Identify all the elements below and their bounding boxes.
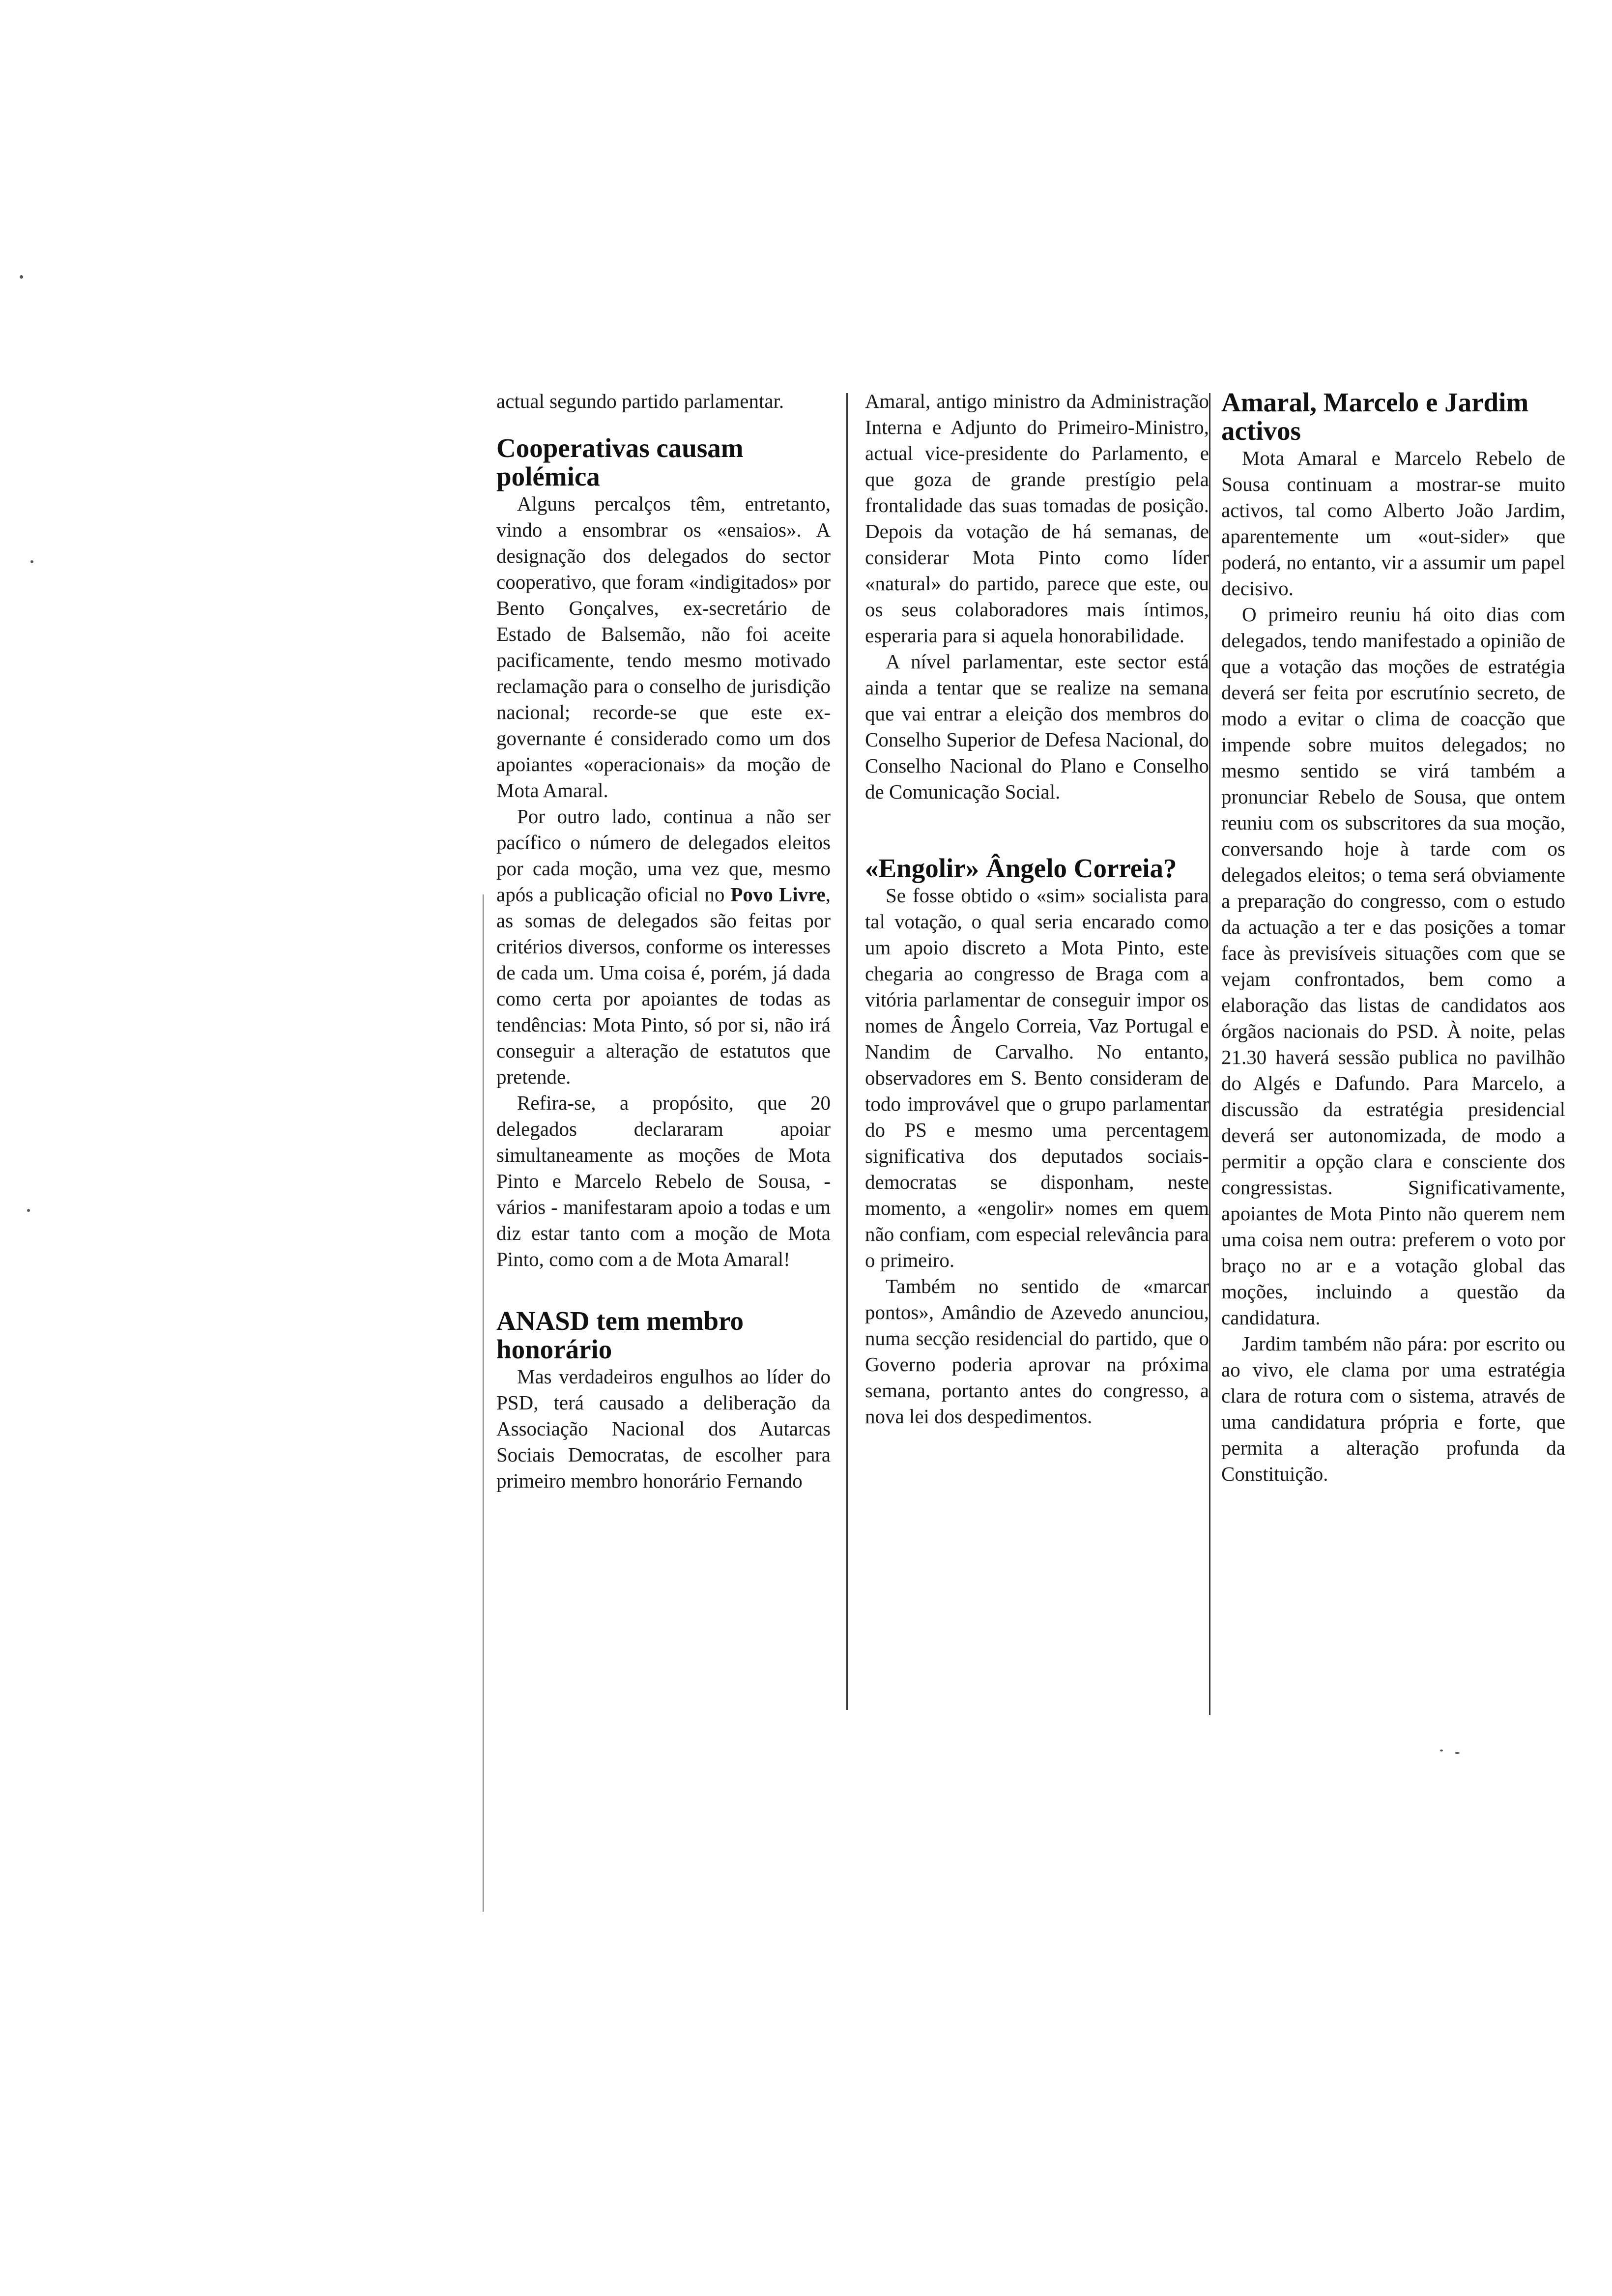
section-heading: Cooperativas causam polémica — [496, 433, 744, 491]
section-heading: «Engolir» Ângelo Correia? — [865, 853, 1177, 883]
column-rule-2 — [1209, 393, 1210, 1715]
scan-speck — [27, 1209, 30, 1212]
article-column-2 — [865, 388, 1209, 1430]
article-column-3 — [1221, 388, 1565, 1487]
paragraph — [496, 804, 831, 1090]
paragraph: Se fosse obtido o «sim» socialista para tal votação, o qual seria encarado como um apoio discreto a Mota Pinto, este chegaria ao congresso de Braga com a vitória parlamentar de conseguir impor os nomes de Ângelo Correia, Vaz Portugal e Nandim de Carvalho. No entanto, observadores em S. Bento consideram de todo improvável que o grupo parlamentar do PS e mesmo uma percentagem significativa dos deputados sociais-democratas se disponham, neste momento, a «engolir» nomes em quem não confiam, com especial relevância para o primeiro. — [865, 884, 1209, 1271]
scan-speck — [1440, 1750, 1443, 1751]
paragraph: Refira-se, a propósito, que 20 delegados declararam apoiar simultaneamente as moções de Mota Pinto e Marcelo Rebelo de Sousa, - vários - manifestaram apoio a todas e um diz estar tanto com a moção de Mota Pinto, como com a de Mota Amaral! — [496, 1091, 831, 1270]
section-heading: ANASD tem membro honorário — [496, 1306, 744, 1364]
publication-name: Povo Livre — [730, 883, 826, 906]
paragraph-text: Por outro lado, continua a não ser pacífico o número de delegados eleitos por cada moção, uma vez que, mesmo após a publicação oficial no — [496, 805, 831, 906]
scan-speck — [1455, 1752, 1460, 1754]
scan-speck — [30, 560, 33, 563]
paragraph: Mas verdadeiros engulhos ao líder do PSD, terá causado a deliberação da Associação Nacional dos Autarcas Sociais Democratas, de escolher para primeiro membro honorário Fernando — [496, 1365, 831, 1492]
paragraph: A nível parlamentar, este sector está ainda a tentar que se realize na semana que vai entrar a eleição dos membros do Conselho Superior de Defesa Nacional, do Conselho Nacional do Plano e Conselho de Comunicação Social. — [865, 650, 1209, 803]
paragraph-text: , as somas de delegados são feitas por critérios diversos, conforme os interesses de cada um. Uma coisa é, porém, já dada como certa por apoiantes de todas as tendências: Mota Pinto, só por si, não irá conseguir a alteração de estatutos que pretende. — [496, 883, 831, 1088]
article-column-1 — [496, 388, 831, 1494]
column-rule-left-margin — [483, 894, 484, 1912]
scan-speck — [20, 275, 23, 279]
section-heading: Amaral, Marcelo e Jardim activos — [1221, 387, 1529, 446]
column-rule-1 — [846, 393, 848, 1710]
paragraph: Alguns percalços têm, entretanto, vindo a ensombrar os «ensaios». A designação dos delegados do sector cooperativo, que foram «indigitados» por Bento Gonçalves, ex-secretário de Estado de Balsemão, não foi aceite pacificamente, tendo mesmo motivado reclamação para o conselho de jurisdição nacional; recorde-se que este ex-governante é considerado como um dos apoiantes «operacionais» da moção de Mota Amaral. — [496, 492, 831, 802]
paragraph: actual segundo partido parlamentar. — [496, 390, 784, 412]
paragraph: Amaral, antigo ministro da Administração Interna e Adjunto do Primeiro-Ministro, actual vice-presidente do Parlamento, e que goza de grande prestígio pela frontalidade das suas tomadas de posição. Depois da votação de há semanas, de considerar Mota Pinto como líder «natural» do partido, parece que este, ou os seus colaboradores mais íntimos, esperaria para si aquela honorabilidade. — [865, 390, 1209, 647]
paragraph: Também no sentido de «marcar pontos», Amândio de Azevedo anunciou, numa secção residencial do partido, que o Governo poderia aprovar na próxima semana, portanto antes do congresso, a nova lei dos despedimentos. — [865, 1275, 1209, 1428]
paragraph: Mota Amaral e Marcelo Rebelo de Sousa continuam a mostrar-se muito activos, tal como Alberto João Jardim, aparentemente um «out-sider» que poderá, no entanto, vir a assumir um papel decisivo. — [1221, 447, 1565, 600]
paragraph: Jardim também não pára: por escrito ou ao vivo, ele clama por uma estratégia clara de rotura com o sistema, através de uma candidatura própria e forte, que permita a alteração profunda da Constituição. — [1221, 1332, 1565, 1485]
paragraph: O primeiro reuniu há oito dias com delegados, tendo manifestado a opinião de que a votação das moções de estratégia deverá ser feita por escrutínio secreto, de modo a evitar o clima de coacção que impende sobre muitos delegados; no mesmo sentido se virá também a pronunciar Rebelo de Sousa, que ontem reuniu com os subscritores da sua moção, conversando hoje à tarde com os delegados eleitos; o tema será obviamente a preparação do congresso, com o estudo da actuação a ter e das posições a tomar face às previsíveis situações com que se vejam confrontados, bem como a elaboração das listas de candidatos aos órgãos nacionais do PSD. À noite, pelas 21.30 haverá sessão publica no pavilhão do Algés e Dafundo. Para Marcelo, a discussão da estratégia presidencial deverá ser autonomizada, de modo a permitir a opção clara e consciente dos congressistas. Significativamente, apoiantes de Mota Pinto não querem nem uma coisa nem outra: preferem o voto por braço no ar e a votação global das moções, incluindo a questão da candidatura. — [1221, 603, 1565, 1329]
